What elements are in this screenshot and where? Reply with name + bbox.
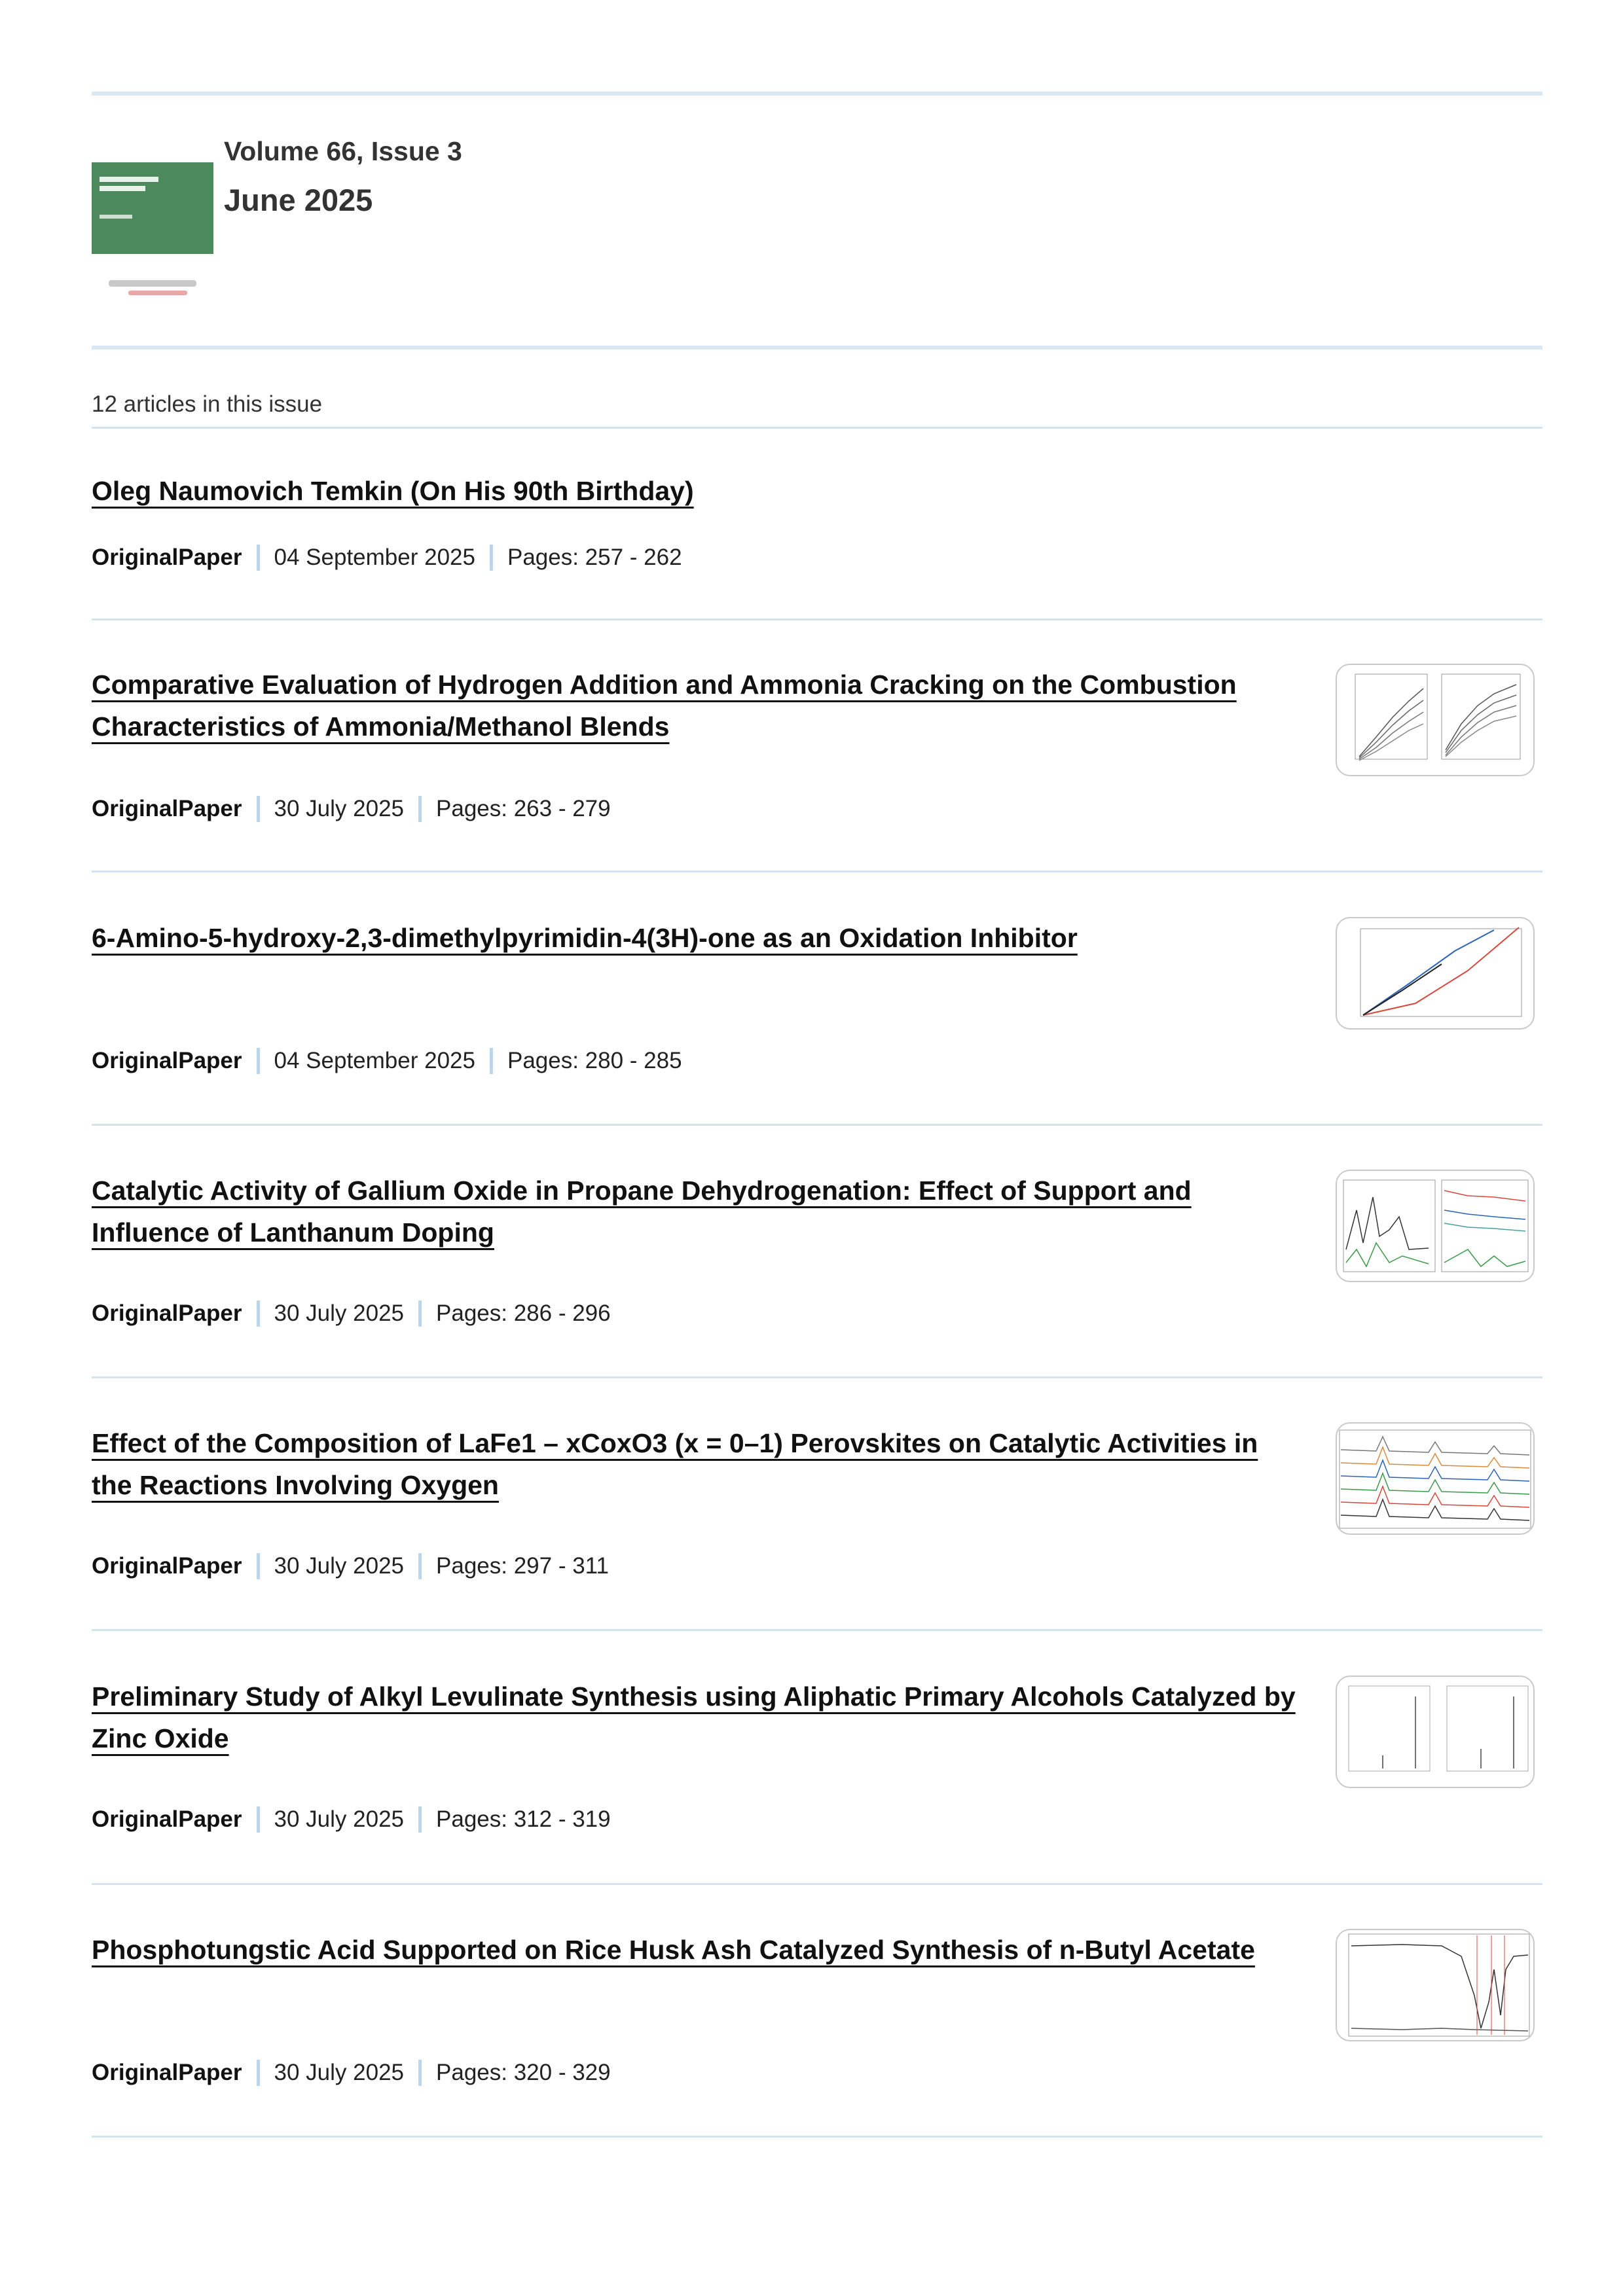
article-title[interactable]: Comparative Evaluation of Hydrogen Addition and Ammonia Cracking on the Combustion Characteristics of Ammonia/Methanol Blends [92,670,1237,742]
article-date: 30 July 2025 [274,1553,405,1579]
article-title[interactable]: 6-Amino-5-hydroxy-2,3-dimethylpyrimidin-4(3H)-one as an Oxidation Inhibitor [92,923,1078,953]
article-date: 30 July 2025 [274,796,405,821]
article-figure-thumbnail[interactable] [1336,1929,1535,2041]
article-divider [92,1629,1542,1631]
issue-volume: Volume 66, Issue 3 [224,136,462,166]
article-date: 30 July 2025 [274,2060,405,2085]
article-figure-thumbnail[interactable] [1336,1422,1535,1535]
spectra-thumbnail [1337,1171,1533,1281]
article-type: OriginalPaper [92,1806,242,1832]
article-type: OriginalPaper [92,2060,242,2085]
article-pages: Pages: 280 - 285 [507,1048,682,1073]
article-title[interactable]: Oleg Naumovich Temkin (On His 90th Birthday) [92,476,694,506]
chromatogram-thumbnail [1337,1677,1533,1787]
article-type: OriginalPaper [92,1048,242,1073]
article-meta [92,545,682,571]
issue-header [92,124,1542,295]
article-pages: Pages: 312 - 319 [436,1806,611,1832]
article-item [92,1422,1542,1675]
article-title[interactable]: Catalytic Activity of Gallium Oxide in Propane Dehydrogenation: Effect of Support and Influence of Lanthanum Doping [92,1175,1192,1247]
article-meta [92,1806,611,1833]
line-plot-thumbnail [1337,918,1533,1028]
article-date: 04 September 2025 [274,1048,475,1073]
article-meta [92,1553,609,1579]
article-pages: Pages: 257 - 262 [507,545,682,570]
article-pages: Pages: 320 - 329 [436,2060,611,2085]
article-item [92,1170,1542,1422]
journal-cover-image[interactable] [92,143,213,306]
article-type: OriginalPaper [92,796,242,821]
article-divider [92,2136,1542,2138]
article-divider [92,1376,1542,1378]
article-date: 30 July 2025 [274,1806,405,1832]
article-divider [92,1124,1542,1126]
issue-date: June 2025 [224,183,373,217]
article-title[interactable]: Preliminary Study of Alkyl Levulinate Synthesis using Aliphatic Primary Alcohols Catalyzed by Zinc Oxide [92,1681,1296,1753]
article-pages: Pages: 297 - 311 [436,1553,610,1579]
article-pages: Pages: 263 - 279 [436,796,611,821]
article-date: 30 July 2025 [274,1300,405,1326]
header-divider [92,346,1542,350]
article-item [92,1929,1542,2181]
article-count: 12 articles in this issue [92,391,323,417]
article-figure-thumbnail[interactable] [1336,1676,1535,1788]
article-meta [92,2060,611,2086]
article-figure-thumbnail[interactable] [1336,917,1535,1030]
xrd-thumbnail [1337,1424,1533,1534]
top-divider [92,92,1542,96]
article-figure-thumbnail[interactable] [1336,1170,1535,1282]
article-item [92,664,1542,916]
line-plot-thumbnail [1337,665,1533,775]
article-divider [92,1883,1542,1885]
article-date: 04 September 2025 [274,545,475,570]
article-item [92,1676,1542,1928]
article-item [92,917,1542,1170]
article-title[interactable]: Phosphotungstic Acid Supported on Rice Husk Ash Catalyzed Synthesis of n-Butyl Acetate [92,1935,1255,1965]
article-type: OriginalPaper [92,1300,242,1326]
list-top-divider [92,427,1542,429]
article-meta [92,1300,611,1327]
article-figure-thumbnail[interactable] [1336,664,1535,776]
article-pages: Pages: 286 - 296 [436,1300,611,1326]
article-divider [92,870,1542,872]
article-divider [92,619,1542,620]
article-meta [92,796,611,822]
ir-spectrum-thumbnail [1337,1930,1533,2040]
article-type: OriginalPaper [92,1553,242,1579]
article-meta [92,1048,682,1074]
article-type: OriginalPaper [92,545,242,570]
article-title[interactable]: Effect of the Composition of LaFe1 – xCoxO3 (x = 0–1) Perovskites on Catalytic Activities in the Reactions Involving Oxygen [92,1428,1258,1500]
